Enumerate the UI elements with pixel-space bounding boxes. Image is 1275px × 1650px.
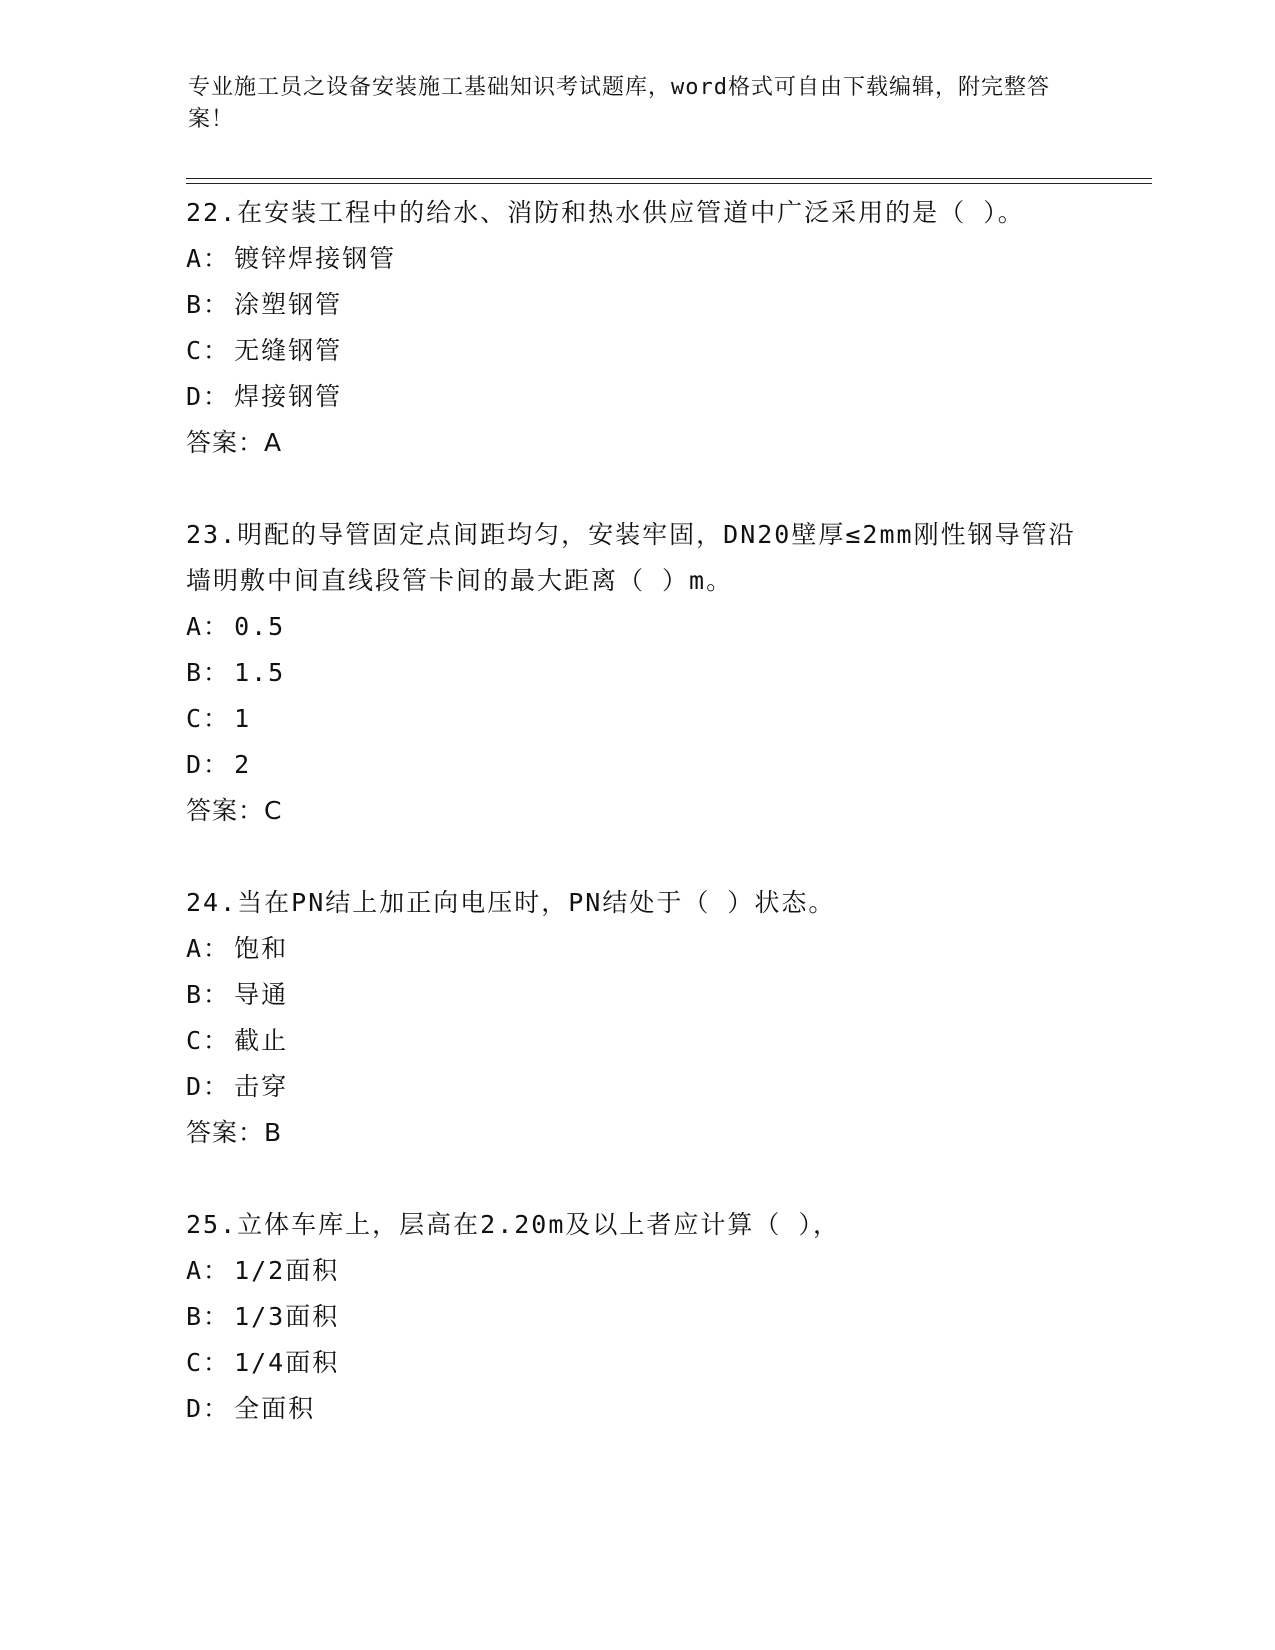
option-text: 全面积 xyxy=(234,1394,316,1423)
answer-option xyxy=(186,604,1086,650)
answer-option xyxy=(186,972,1086,1018)
answer-option xyxy=(186,282,1086,328)
question-block xyxy=(186,1202,1086,1432)
option-key: C： xyxy=(186,1026,231,1055)
answer-option xyxy=(186,1018,1086,1064)
option-key: B： xyxy=(186,980,231,1009)
answer-line: 答案：A xyxy=(186,428,283,457)
question-stem: 23.明配的导管固定点间距均匀，安装牢固，DN20壁厚≤2mm刚性钢导管沿墙明敷中间直线段管卡间的最大距离（ ）m。 xyxy=(186,520,1076,595)
answer-option xyxy=(186,650,1086,696)
option-text: 2 xyxy=(234,750,252,779)
option-key: B： xyxy=(186,658,231,687)
question-block xyxy=(186,190,1086,466)
option-key: A： xyxy=(186,934,231,963)
answer-line: 答案：C xyxy=(186,796,283,825)
answer-option xyxy=(186,926,1086,972)
option-text: 1/2面积 xyxy=(234,1256,340,1285)
header-divider-top xyxy=(186,178,1152,179)
option-key: B： xyxy=(186,1302,231,1331)
option-text: 1.5 xyxy=(234,658,286,687)
answer-option xyxy=(186,1386,1086,1432)
answer-option xyxy=(186,328,1086,374)
question-stem: 22.在安装工程中的给水、消防和热水供应管道中广泛采用的是（ ）。 xyxy=(186,198,1025,227)
option-key: B： xyxy=(186,290,231,319)
option-text: 1/3面积 xyxy=(234,1302,340,1331)
document-header: 专业施工员之设备安装施工基础知识考试题库，word格式可自由下载编辑，附完整答案！ xyxy=(188,75,1050,132)
option-text: 1/4面积 xyxy=(234,1348,340,1377)
answer-option xyxy=(186,1248,1086,1294)
answer-option xyxy=(186,236,1086,282)
question-block xyxy=(186,512,1086,834)
option-text: 涂塑钢管 xyxy=(234,290,343,319)
option-text: 无缝钢管 xyxy=(234,336,343,365)
question-stem: 25.立体车库上，层高在2.20m及以上者应计算（ ）， xyxy=(186,1210,840,1239)
option-key: A： xyxy=(186,612,231,641)
option-key: C： xyxy=(186,336,231,365)
answer-option xyxy=(186,1294,1086,1340)
question-list xyxy=(186,190,1086,1478)
header-divider-bottom xyxy=(186,183,1152,184)
option-key: D： xyxy=(186,1072,231,1101)
option-key: A： xyxy=(186,1256,231,1285)
option-key: D： xyxy=(186,1394,231,1423)
question-stem: 24.当在PN结上加正向电压时，PN结处于（ ）状态。 xyxy=(186,888,836,917)
answer-option xyxy=(186,1340,1086,1386)
option-text: 1 xyxy=(234,704,252,733)
option-key: C： xyxy=(186,1348,231,1377)
option-text: 击穿 xyxy=(234,1072,289,1101)
answer-option xyxy=(186,374,1086,420)
answer-option xyxy=(186,696,1086,742)
option-key: A： xyxy=(186,244,231,273)
option-key: D： xyxy=(186,750,231,779)
option-key: D： xyxy=(186,382,231,411)
answer-option xyxy=(186,742,1086,788)
option-text: 镀锌焊接钢管 xyxy=(234,244,397,273)
option-text: 饱和 xyxy=(234,934,289,963)
option-key: C： xyxy=(186,704,231,733)
option-text: 导通 xyxy=(234,980,289,1009)
question-block xyxy=(186,880,1086,1156)
option-text: 焊接钢管 xyxy=(234,382,343,411)
answer-line: 答案：B xyxy=(186,1118,283,1147)
answer-option xyxy=(186,1064,1086,1110)
option-text: 0.5 xyxy=(234,612,286,641)
option-text: 截止 xyxy=(234,1026,289,1055)
